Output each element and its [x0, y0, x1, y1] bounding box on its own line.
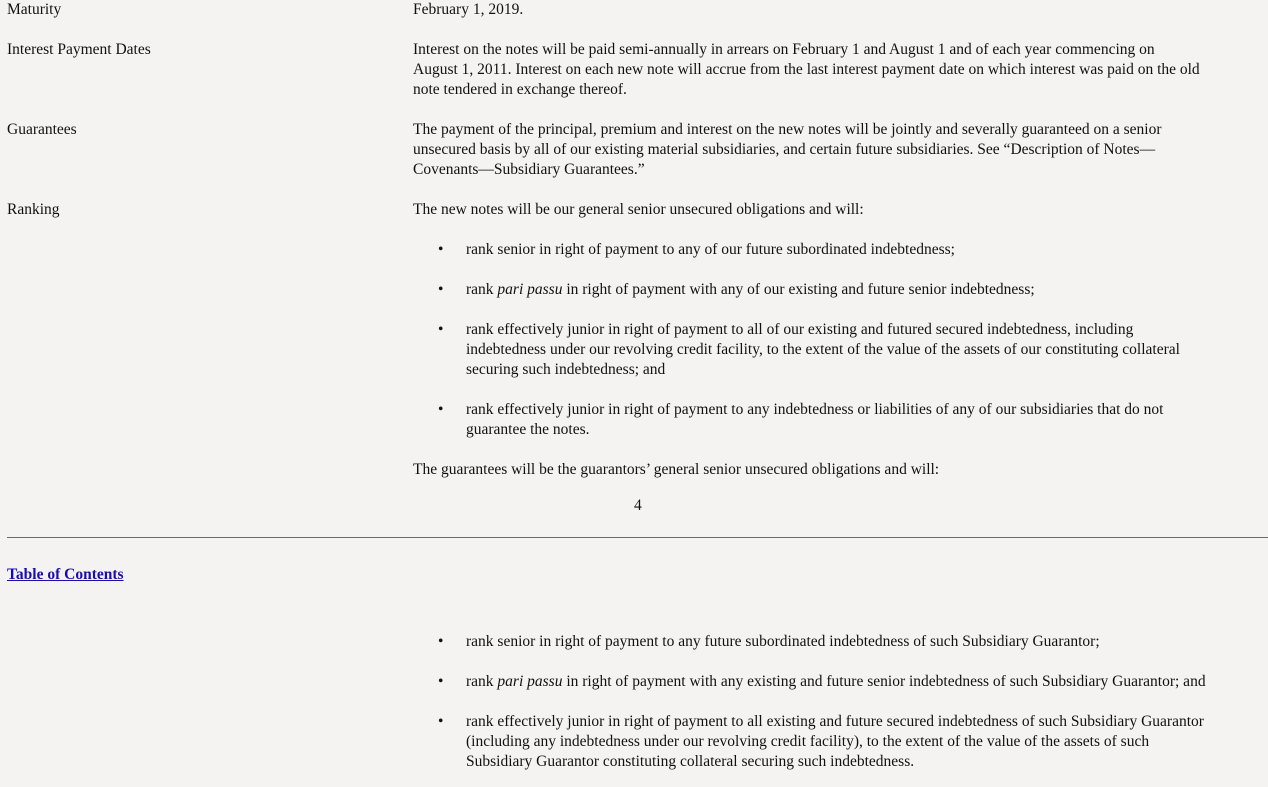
text-line: (including any indebtedness under our revolving credit facility), to the extent of the value of the assets of such — [466, 733, 1150, 750]
text-line: Subsidiary Guarantor constituting collateral securing such indebtedness. — [466, 753, 915, 770]
text-fragment: rank — [466, 281, 498, 298]
guarantees-value — [413, 120, 1265, 180]
text-line: rank effectively junior in right of payment to any indebtedness or liabilities of any of our subsidiaries that do not — [466, 401, 1164, 418]
text-line: guarantee the notes. — [466, 421, 590, 438]
text-fragment: in right of payment with any of our existing and future senior indebtedness; — [562, 281, 1035, 298]
list-item-text — [466, 400, 1266, 440]
interest-payment-dates-label: Interest Payment Dates — [7, 41, 151, 58]
bullet-icon: • — [438, 673, 444, 690]
text-line: The payment of the principal, premium and interest on the new notes will be jointly and severally guaranteed on a senior — [413, 121, 1162, 138]
page-number: 4 — [634, 497, 642, 514]
list-item-text — [466, 712, 1266, 772]
list-item-text: rank senior in right of payment to any of our future subordinated indebtedness; — [466, 241, 955, 258]
text-line: note tendered in exchange thereof. — [413, 81, 627, 98]
italic-term: pari passu — [497, 281, 563, 298]
bullet-icon: • — [438, 321, 444, 338]
text-line: Interest on the notes will be paid semi-annually in arrears on February 1 and August 1 and of each year commencing on — [413, 41, 1155, 58]
text-line: indebtedness under our revolving credit facility, to the extent of the value of the assets of our constituting collateral — [466, 341, 1180, 358]
text-line: securing such indebtedness; and — [466, 361, 666, 378]
list-item-text — [466, 280, 1266, 300]
bullet-icon: • — [438, 241, 444, 258]
interest-payment-dates-value — [413, 40, 1265, 100]
text-line: August 1, 2011. Interest on each new note will accrue from the last interest payment date on which interest was paid on the old — [413, 61, 1200, 78]
bullet-icon: • — [438, 713, 444, 730]
maturity-value: February 1, 2019. — [413, 1, 524, 18]
text-line: rank effectively junior in right of payment to all existing and future secured indebtedness of such Subsidiary Guarantor — [466, 713, 1204, 730]
text-fragment: in right of payment with any existing and future senior indebtedness of such Subsidiary Guarantor; and — [562, 673, 1206, 690]
bullet-icon: • — [438, 401, 444, 418]
bullet-icon: • — [438, 281, 444, 298]
text-fragment: rank — [466, 673, 498, 690]
text-line: unsecured basis by all of our existing material subsidiaries, and certain future subsidiaries. See “Description of Notes— — [413, 141, 1156, 158]
ranking-intro: The new notes will be our general senior unsecured obligations and will: — [413, 201, 864, 218]
bullet-icon: • — [438, 633, 444, 650]
text-line: rank effectively junior in right of payment to all of our existing and futured secured indebtedness, including — [466, 321, 1134, 338]
italic-term: pari passu — [497, 673, 563, 690]
table-of-contents-link[interactable]: Table of Contents — [7, 566, 124, 583]
ranking-label: Ranking — [7, 201, 60, 218]
text-line: Covenants—Subsidiary Guarantees.” — [413, 161, 645, 178]
list-item-text: rank senior in right of payment to any future subordinated indebtedness of such Subsidiary Guarantor; — [466, 633, 1100, 650]
page-divider — [7, 537, 1268, 538]
guarantors-intro: The guarantees will be the guarantors’ general senior unsecured obligations and will: — [413, 461, 940, 478]
list-item-text — [466, 320, 1266, 380]
list-item-text — [466, 672, 1266, 692]
maturity-label: Maturity — [7, 1, 62, 18]
guarantees-label: Guarantees — [7, 121, 77, 138]
